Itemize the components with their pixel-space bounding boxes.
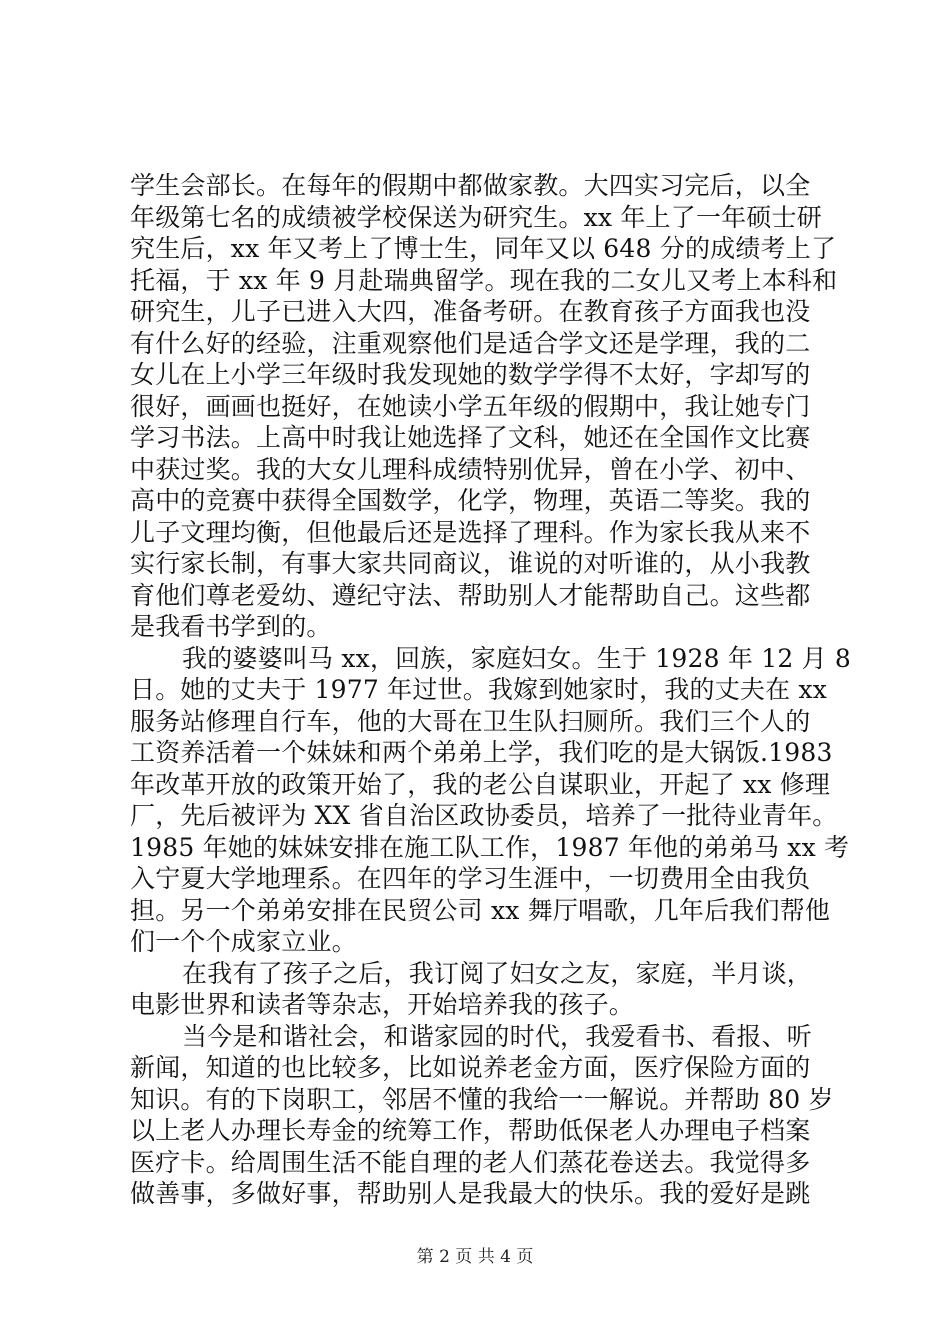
text-line: 厂，先后被评为 XX 省自治区政协委员，培养了一批待业青年。 bbox=[130, 801, 838, 830]
text-line: 们一个个成家立业。 bbox=[130, 927, 357, 956]
text-line: 医疗卡。给周围生活不能自理的老人们蒸花卷送去。我觉得多 bbox=[130, 1147, 811, 1177]
text-line: 儿子文理均衡，但他最后还是选择了理科。作为家长我从来不 bbox=[130, 517, 811, 547]
text-line: 高中的竞赛中获得全国数学，化学，物理，英语二等奖。我的 bbox=[130, 486, 811, 515]
text-line: 育他们尊老爱幼、遵纪守法、帮助别人才能帮助自己。这些都 bbox=[130, 580, 811, 610]
text-line: 有什么好的经验，注重观察他们是适合学文还是学理，我的二 bbox=[130, 328, 811, 358]
text-line: 新闻，知道的也比较多，比如说养老金方面，医疗保险方面的 bbox=[130, 1053, 811, 1082]
body-text bbox=[130, 170, 852, 1210]
text-line: 是我看书学到的。 bbox=[130, 612, 332, 641]
text-line: 实行家长制，有事大家共同商议，谁说的对听谁的，从小我教 bbox=[130, 549, 811, 578]
text-line: 工资养活着一个妹妹和两个弟弟上学，我们吃的是大锅饭.1983 bbox=[130, 738, 833, 767]
text-line: 电影世界和读者等杂志，开始培养我的孩子。 bbox=[130, 990, 635, 1019]
text-line: 以上老人办理长寿金的统筹工作，帮助低保老人办理电子档案 bbox=[130, 1116, 811, 1145]
text-line: 学生会部长。在每年的假期中都做家教。大四实习完后，以全 bbox=[130, 171, 811, 200]
text-line: 究生后，xx 年又考上了博士生，同年又以 648 分的成绩考上了 bbox=[130, 234, 837, 263]
text-line: 年级第七名的成绩被学校保送为研究生。xx 年上了一年硕士研 bbox=[130, 202, 822, 232]
text-line: 1985 年她的妹妹安排在施工队工作，1987 年他的弟弟马 xx 考 bbox=[130, 832, 850, 862]
paragraph-start-line: 当今是和谐社会，和谐家园的时代，我爱看书、看报、听 bbox=[182, 1021, 813, 1051]
text-line: 研究生，儿子已进入大四，准备考研。在教育孩子方面我也没 bbox=[130, 297, 811, 326]
paragraph-start-line: 在我有了孩子之后，我订阅了妇女之友，家庭，半月谈， bbox=[182, 958, 813, 988]
paragraph-start-line: 我的婆婆叫马 xx，回族，家庭妇女。生于 1928 年 12 月 8 bbox=[182, 643, 852, 673]
text-line: 日。她的丈夫于 1977 年过世。我嫁到她家时，我的丈夫在 xx bbox=[130, 675, 828, 704]
text-line: 中获过奖。我的大女儿理科成绩特别优异，曾在小学、初中、 bbox=[130, 454, 811, 484]
text-line: 服务站修理自行车，他的大哥在卫生队扫厕所。我们三个人的 bbox=[130, 706, 811, 736]
text-line: 很好，画画也挺好，在她读小学五年级的假期中，我让她专门 bbox=[130, 391, 811, 421]
text-line: 担。另一个弟弟安排在民贸公司 xx 舞厅唱歌，几年后我们帮他 bbox=[130, 895, 831, 925]
text-line: 做善事，多做好事，帮助别人是我最大的快乐。我的爱好是跳 bbox=[130, 1179, 811, 1208]
text-line: 女儿在上小学三年级时我发现她的数学学得不太好，字却写的 bbox=[130, 360, 811, 389]
text-line: 年改革开放的政策开始了，我的老公自谋职业，开起了 xx 修理 bbox=[130, 769, 831, 799]
page-footer: 第 2 页 共 4 页 bbox=[416, 1247, 534, 1267]
text-line: 托福，于 xx 年 9 月赴瑞典留学。现在我的二女儿又考上本科和 bbox=[130, 265, 838, 295]
text-line: 学习书法。上高中时我让她选择了文科，她还在全国作文比赛 bbox=[130, 423, 811, 452]
text-line: 入宁夏大学地理系。在四年的学习生涯中，一切费用全由我负 bbox=[130, 864, 811, 893]
text-line: 知识。有的下岗职工，邻居不懂的我给一一解说。并帮助 80 岁 bbox=[130, 1084, 834, 1114]
